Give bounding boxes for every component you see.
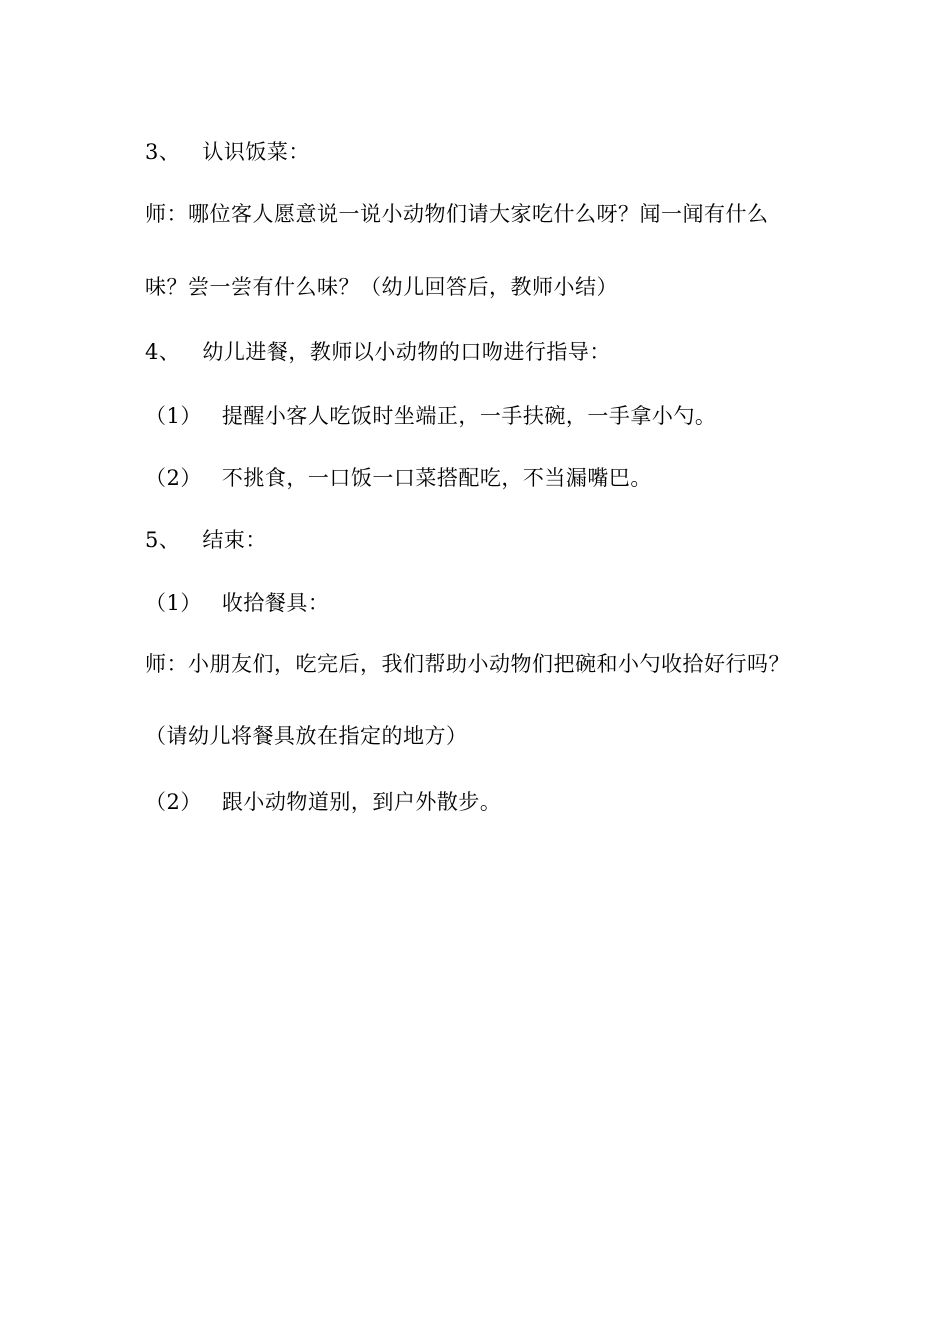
- section-heading-3: [145, 138, 310, 166]
- list-item: [145, 589, 329, 617]
- paragraph-text: 师：哪位客人愿意说一说小动物们请大家吃什么呀？闻一闻有什么: [145, 202, 769, 226]
- list-item-text: 提醒小客人吃饭时坐端正，一手扶碗，一手拿小勺。: [221, 404, 717, 428]
- section-heading-5: [145, 526, 267, 554]
- paragraph-text: 师：小朋友们，吃完后，我们帮助小动物们把碗和小勺收拾好行吗？: [145, 652, 790, 676]
- list-item: [145, 788, 501, 816]
- section-title: 认识饭菜：: [202, 140, 310, 164]
- section-number: 3、: [145, 140, 181, 164]
- list-item-number: （1）: [145, 404, 202, 428]
- section-number: 5、: [145, 528, 181, 552]
- section-title: 结束：: [202, 528, 267, 552]
- paragraph-text: （请幼儿将餐具放在指定的地方）: [145, 724, 468, 748]
- list-item-text: 不挑食，一口饭一口菜搭配吃，不当漏嘴巴。: [221, 466, 652, 490]
- list-item: [145, 402, 716, 430]
- list-item-number: （2）: [145, 466, 202, 490]
- section-heading-4: [145, 338, 611, 366]
- list-item: [145, 464, 652, 492]
- paragraph-line: [145, 200, 769, 228]
- section-title: 幼儿进餐，教师以小动物的口吻进行指导：: [202, 340, 611, 364]
- section-number: 4、: [145, 340, 181, 364]
- paragraph-line: [145, 650, 790, 678]
- paragraph-line: [145, 273, 618, 301]
- list-item-text: 收拾餐具：: [221, 591, 330, 615]
- list-item-text: 跟小动物道别，到户外散步。: [221, 790, 502, 814]
- list-item-number: （2）: [145, 790, 202, 814]
- paragraph-text: 味？尝一尝有什么味？（幼儿回答后，教师小结）: [145, 275, 618, 299]
- list-item-number: （1）: [145, 591, 202, 615]
- paragraph-line: [145, 722, 468, 750]
